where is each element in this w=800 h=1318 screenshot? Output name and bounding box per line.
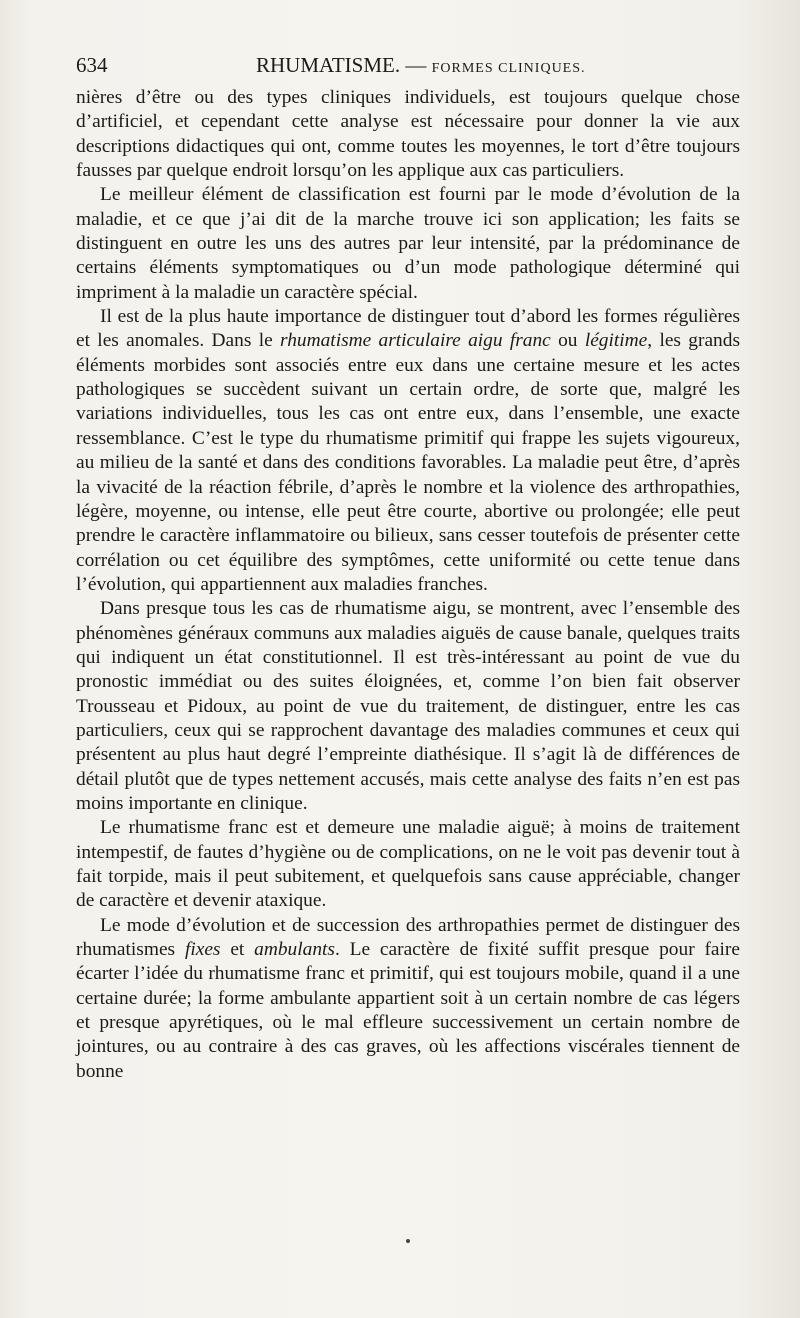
paragraph <box>76 597 740 816</box>
text-run: Le mode d’évolution et de succession des arthropathies permet de distinguer des rhumatismes <box>76 914 740 961</box>
running-title-subtitle: FORMES CLINIQUES. <box>431 61 586 76</box>
paragraph <box>76 86 740 183</box>
italic-term: rhumatisme articulaire aigu franc <box>280 330 551 352</box>
paragraph <box>76 816 740 913</box>
paragraph <box>76 914 740 1084</box>
running-title-main: RHUMATISME. <box>256 53 401 77</box>
text-run: , les grands éléments morbides sont associés entre eux dans une certaine mesure et les actes pathologiques se succèdent suivant un certain ordre, de sorte que, malgré les variations individuelles, tous les cas ont entre eux, dans l’ensemble, une exacte ressemblance. C’est le type du rhumatisme primitif qui frappe les sujets vigoureux, au milieu de la santé et dans des conditions favorables. La maladie peut être, d’après la vivacité de la réaction fébrile, d’après le nombre et la violence des arthropathies, légère, moyenne, ou intense, elle peut être courte, abortive ou prolongée; elle peut prendre le caractère inflammatoire ou bilieux, sans cesser toutefois de présenter cette corrélation ou cet équilibre des symptômes, cette uniformité ou cette tenue dans l’évolution, qui appartiennent aux maladies franches. <box>76 330 740 595</box>
text-run: Il est de la plus haute importance de distinguer tout d’abord les formes régulières et les anomales. Dans le <box>76 306 740 352</box>
text-run: Le rhumatisme franc est et demeure une maladie aiguë; à moins de traitement intempestif, de fautes d’hygiène ou de complications, on ne le voit pas devenir tout à fait torpide, mais il peut subitement, et quelquefois sans cause appréciable, changer de caractère et devenir ataxique. <box>76 817 740 912</box>
paragraph <box>76 183 740 305</box>
paragraph <box>76 305 740 597</box>
running-title <box>256 50 586 84</box>
italic-term: fixes <box>184 939 221 961</box>
italic-term: légitime <box>584 330 648 352</box>
italic-term: ambulants <box>254 939 335 961</box>
body-text <box>76 86 740 1084</box>
text-run: . Le caractère de fixité suffit presque pour faire écarter l’idée du rhumatisme franc et primitif, qui est toujours mobile, quand il a une certaine durée; la forme ambulante appartient soit à un certain nombre de cas légers et presque apyrétiques, où le mal effleure successivement un certain nombre de jointures, ou au contraire à des cas graves, où les affections viscérales tiennent de bonne <box>76 939 740 1082</box>
text-run: ou <box>550 330 585 352</box>
running-header <box>76 50 740 80</box>
text-run: nières d’être ou des types cliniques individuels, est toujours quelque chose d’artificiel, et cependant cette analyse est nécessaire pour donner la vie aux descriptions didactiques qui ont, comme toutes les moyennes, le tort d’être toujours fausses par quelque endroit lorsqu’on les applique aux cas particuliers. <box>76 87 740 182</box>
running-title-dash: — <box>405 53 427 77</box>
text-run: Le meilleur élément de classification est fourni par le mode d’évolution de la maladie, et ce que j’ai dit de la marche trouve ici son application; les faits se distinguent en outre les uns des autres par leur intensité, par la prédominance de certains éléments symptomatiques ou d’un mode pathologique déterminé qui impriment à la maladie un caractère spécial. <box>76 184 740 303</box>
page-number: 634 <box>76 53 108 77</box>
text-run: Dans presque tous les cas de rhumatisme aigu, se montrent, avec l’ensemble des phénomènes généraux communs aux maladies aiguës de cause banale, quelques traits qui indiquent un état constitutionnel. Il est très-intéressant au point de vue du pronostic immédiat ou des suites éloignées, et, comme l’on bien fait observer Trousseau et Pidoux, au point de vue du traitement, de distinguer, entre les cas particuliers, ceux qui se rapprochent davantage des maladies communes et ceux qui présentent au plus haut degré l’empreinte diathésique. Il s’agit là de différences de détail plutôt que de types nettement accusés, mais cette analyse des faits n’en est pas moins importante en clinique. <box>76 598 740 814</box>
signature-mark <box>406 1239 410 1243</box>
text-run: et <box>220 939 255 961</box>
